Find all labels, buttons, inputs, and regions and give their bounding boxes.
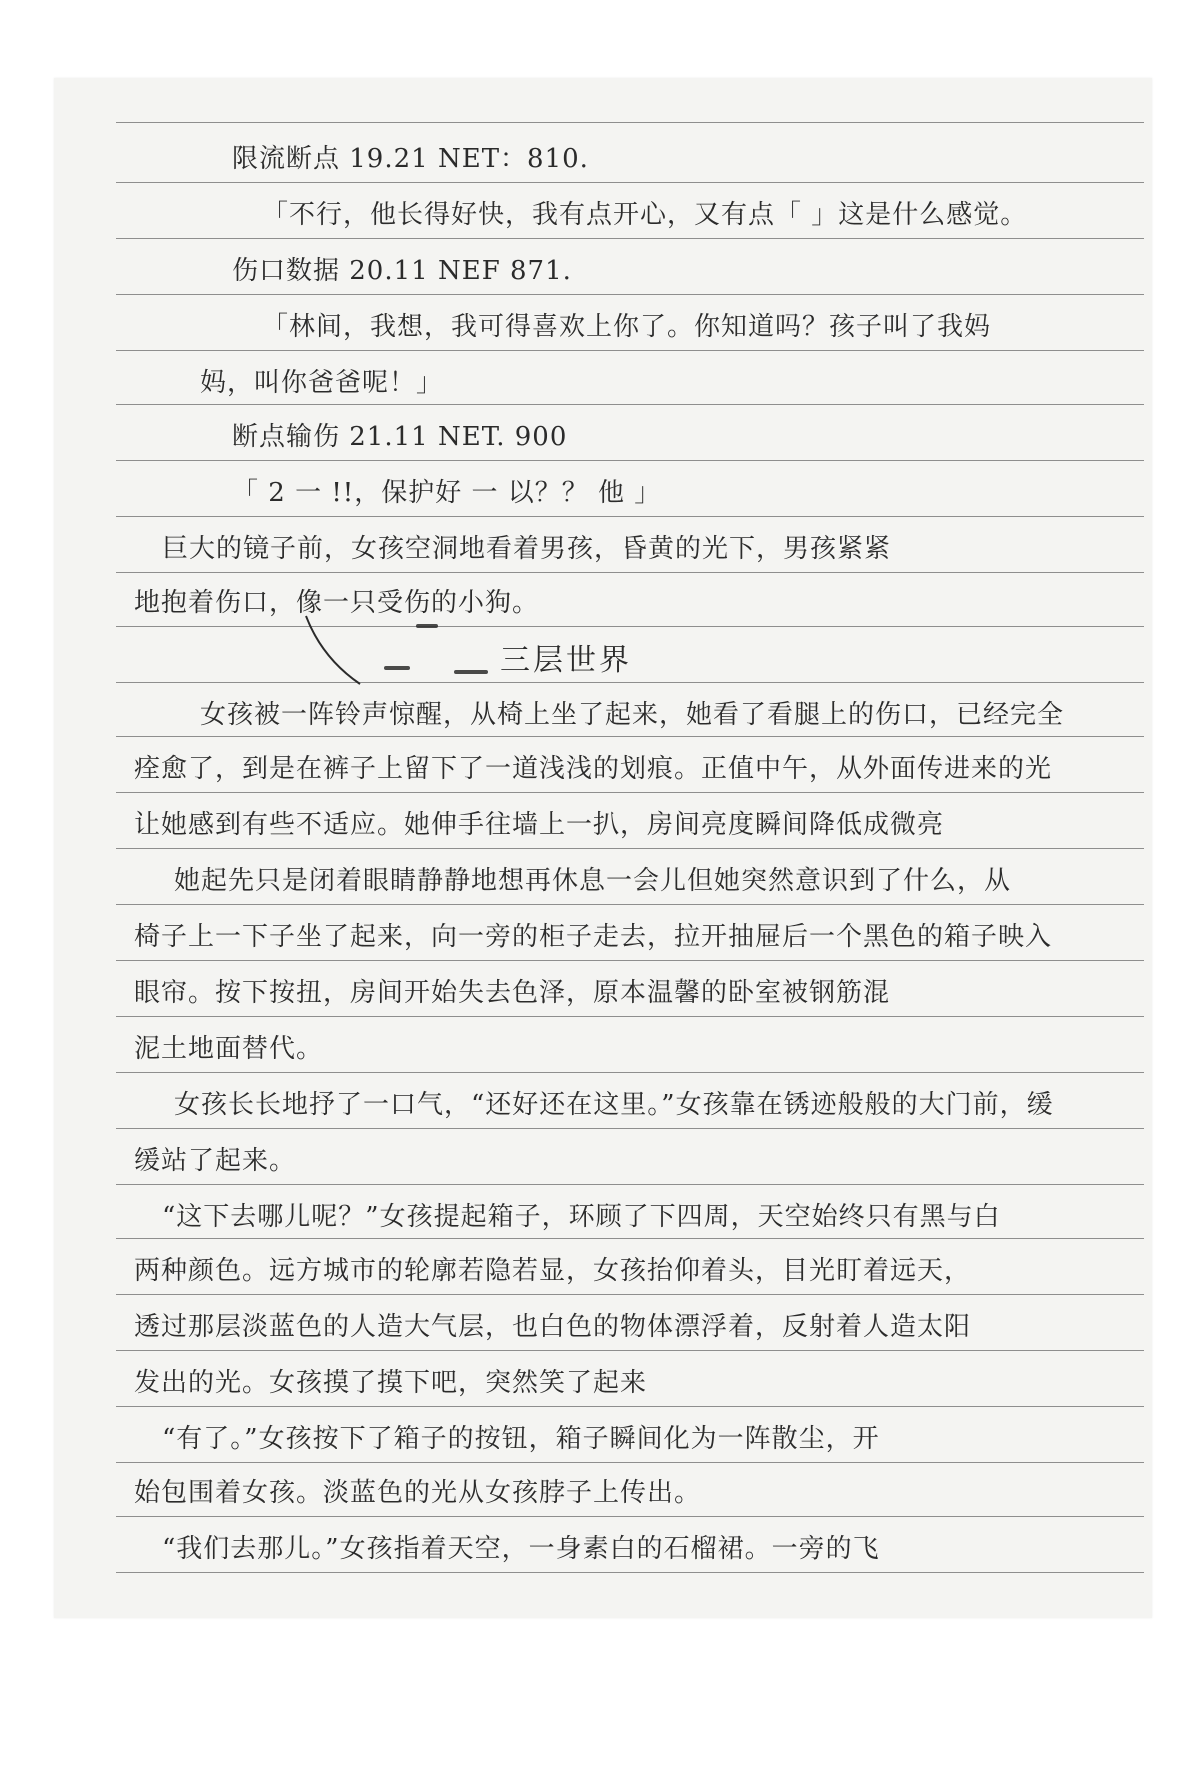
note-line: 女孩长长地抒了一口气，“还好还在这里。”女孩靠在锈迹般般的大门前，缓 [174, 1090, 1054, 1120]
note-line: 断点输伤 21.11 NET. 900 [232, 422, 568, 452]
note-line: “我们去那儿。”女孩指着天空，一身素白的石榴裙。一旁的飞 [162, 1534, 880, 1564]
note-line: 限流断点 19.21 NET：810. [232, 144, 589, 174]
note-line: 始包围着女孩。淡蓝色的光从女孩脖子上传出。 [134, 1478, 702, 1508]
note-line: 椅子上一下子坐了起来，向一旁的柜子走去，拉开抽屉后一个黑色的箱子映入 [134, 922, 1053, 952]
note-line: 女孩被一阵铃声惊醒，从椅上坐了起来，她看了看腿上的伤口，已经完全 [200, 700, 1065, 730]
note-line: 缓站了起来。 [134, 1146, 297, 1176]
note-line: 泥土地面替代。 [134, 1034, 324, 1064]
note-line: 「不行，他长得好快，我有点开心，又有点「 」这是什么感觉。 [262, 200, 1028, 230]
notebook-page [54, 78, 1152, 1618]
note-line: 透过那层淡蓝色的人造大气层，也白色的物体漂浮着，反射着人造太阳 [134, 1312, 972, 1342]
note-line: 两种颜色。远方城市的轮廓若隐若显，女孩抬仰着头，目光盯着远天， [134, 1256, 972, 1286]
note-line: 妈，叫你爸爸呢！」 [200, 368, 444, 398]
note-line: “有了。”女孩按下了箱子的按钮，箱子瞬间化为一阵散尘，开 [162, 1424, 880, 1454]
pen-stroke-mark [54, 78, 1152, 1618]
note-line: “这下去哪儿呢？”女孩提起箱子，环顾了下四周，天空始终只有黑与白 [162, 1202, 1001, 1232]
note-line: 痊愈了，到是在裤子上留下了一道浅浅的划痕。正值中午，从外面传进来的光 [134, 754, 1053, 784]
note-line: 「 2 一 !!，保护好 一 以？？ 他 」 [232, 478, 662, 508]
note-line: 发出的光。女孩摸了摸下吧，突然笑了起来 [134, 1368, 648, 1398]
note-line: 眼帘。按下按扭，房间开始失去色泽，原本温馨的卧室被钢筋混 [134, 978, 891, 1008]
note-line: 地抱着伤口，像一只受伤的小狗。 [134, 588, 540, 618]
note-line: 她起先只是闭着眼睛静静地想再休息一会儿但她突然意识到了什么，从 [174, 866, 1012, 896]
chapter-title: 三层世界 [500, 643, 632, 678]
note-line: 巨大的镜子前，女孩空洞地看着男孩，昏黄的光下，男孩紧紧 [162, 534, 892, 564]
note-line: 「林间，我想，我可得喜欢上你了。你知道吗？孩子叫了我妈 [262, 312, 992, 342]
note-line: 伤口数据 20.11 NEF 871. [232, 256, 572, 286]
note-line: 让她感到有些不适应。她伸手往墙上一扒，房间亮度瞬间降低成微亮 [134, 810, 945, 840]
